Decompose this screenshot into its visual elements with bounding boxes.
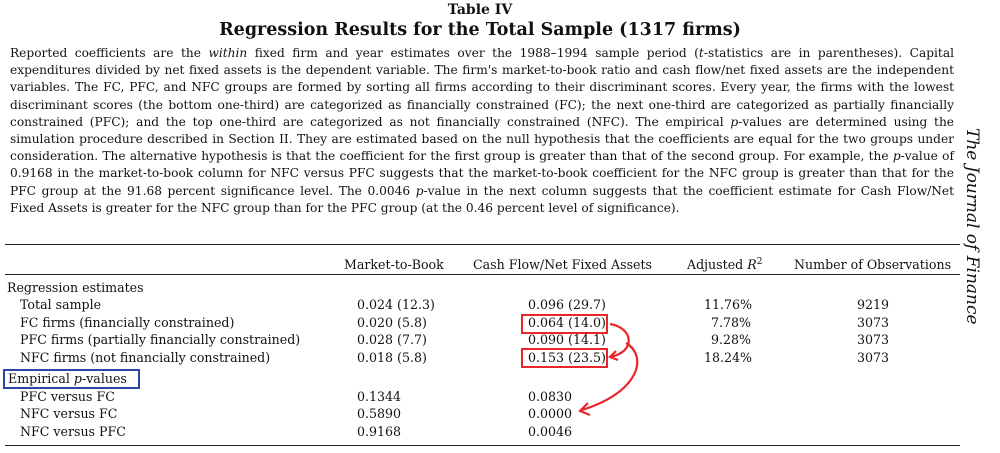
bracket-arrow xyxy=(610,324,629,357)
row-label: NFC versus FC xyxy=(20,406,118,421)
row-label: PFC versus FC xyxy=(20,389,115,404)
table-title: Regression Results for the Total Sample (1317 firms) xyxy=(219,20,741,40)
row-label: Total sample xyxy=(20,297,102,312)
table-label: Table IV xyxy=(447,2,513,18)
pointer-arrowhead xyxy=(580,403,590,415)
table-caption: Reported coefficients are the within fixed firm and year estimates over the 1988–1994 sample period (t-statistics are in parentheses). Capital expenditures divided by net fixed assets is the dependent variable. The firm's market-to-book ratio and cash flow/net fixed assets are the independent variables. The FC, PFC, and NFC groups are formed by sorting all firms according to their discriminant scores. Every year, the firms with the lowest discriminant scores (the bottom one-third) are categorized as financially constrained (FC); the next one-third are categorized as partially financially constrained (PFC); and the top one-third are categorized as not financially constrained (NFC). The empirical p-values are determined using the simulation procedure described in Section II. They are estimated based on the null hypothesis that the coefficients are equal for the two groups under consideration. The alternative hypothesis is that the coefficient for the first group is greater than that of the second group. For example, the p-value of 0.9168 in the market-to-book column for NFC versus PFC suggests that the market-to-book coefficient for the NFC group is greater than that for the PFC group at the 91.68 percent significance level. The 0.0046 p-value in the next column suggests that the coefficient estimate for Cash Flow/Net Fixed Assets is greater for the NFC group than for the PFC group (at the 0.46 percent level of significance). xyxy=(10,46,955,215)
cell-mtb: 0.5890 xyxy=(357,406,402,421)
col-header-observations: Number of Observations xyxy=(794,257,952,272)
cell-nobs: 3073 xyxy=(857,350,890,365)
cell-mtb: 0.9168 xyxy=(357,424,402,439)
cell-cf: 0.0830 xyxy=(528,389,573,404)
cell-mtb: 0.018 (5.8) xyxy=(357,350,427,365)
highlight-box-empirical-p-values xyxy=(3,369,140,389)
header-rule xyxy=(5,274,960,275)
cell-cf: 0.096 (29.7) xyxy=(528,297,606,312)
journal-name: The Journal of Finance xyxy=(962,128,982,325)
cell-nobs: 3073 xyxy=(857,315,890,330)
col-header-adjusted-r2: Adjusted $R^2$ xyxy=(687,257,763,273)
cell-nobs: 9219 xyxy=(857,297,890,312)
bracket-arrowhead xyxy=(610,351,618,360)
cell-mtb: 0.020 (5.8) xyxy=(357,315,427,330)
row-label: FC firms (financially constrained) xyxy=(20,315,235,330)
cell-adj: 9.28% xyxy=(711,332,752,347)
cell-adj: 18.24% xyxy=(704,350,753,365)
col-header-market-to-book: Market-to-Book xyxy=(344,257,444,272)
table-top-rule xyxy=(5,244,960,245)
highlight-box-fc-cash-flow xyxy=(521,314,608,334)
cell-nobs: 3073 xyxy=(857,332,890,347)
cell-adj: 11.76% xyxy=(704,297,753,312)
cell-cf: 0.064 (14.0) xyxy=(528,315,606,330)
cell-cf: 0.0000 xyxy=(528,406,573,421)
section-regression-estimates: Regression estimates xyxy=(7,280,144,295)
row-label: PFC firms (partially financially constrained) xyxy=(20,332,301,347)
cell-adj: 7.78% xyxy=(711,315,752,330)
cell-cf: 0.0046 xyxy=(528,424,573,439)
table-bottom-rule xyxy=(5,445,960,446)
cell-mtb: 0.028 (7.7) xyxy=(357,332,427,347)
col-header-cash-flow: Cash Flow/Net Fixed Assets xyxy=(473,257,653,272)
row-label: NFC firms (not financially constrained) xyxy=(20,350,271,365)
row-label: NFC versus PFC xyxy=(20,424,126,439)
cell-mtb: 0.1344 xyxy=(357,389,402,404)
cell-cf: 0.153 (23.5) xyxy=(528,350,606,365)
highlight-box-nfc-cash-flow xyxy=(521,348,608,368)
cell-cf: 0.090 (14.1) xyxy=(528,332,606,347)
section-empirical-p-values: Empirical p-values xyxy=(8,371,127,386)
cell-mtb: 0.024 (12.3) xyxy=(357,297,435,312)
